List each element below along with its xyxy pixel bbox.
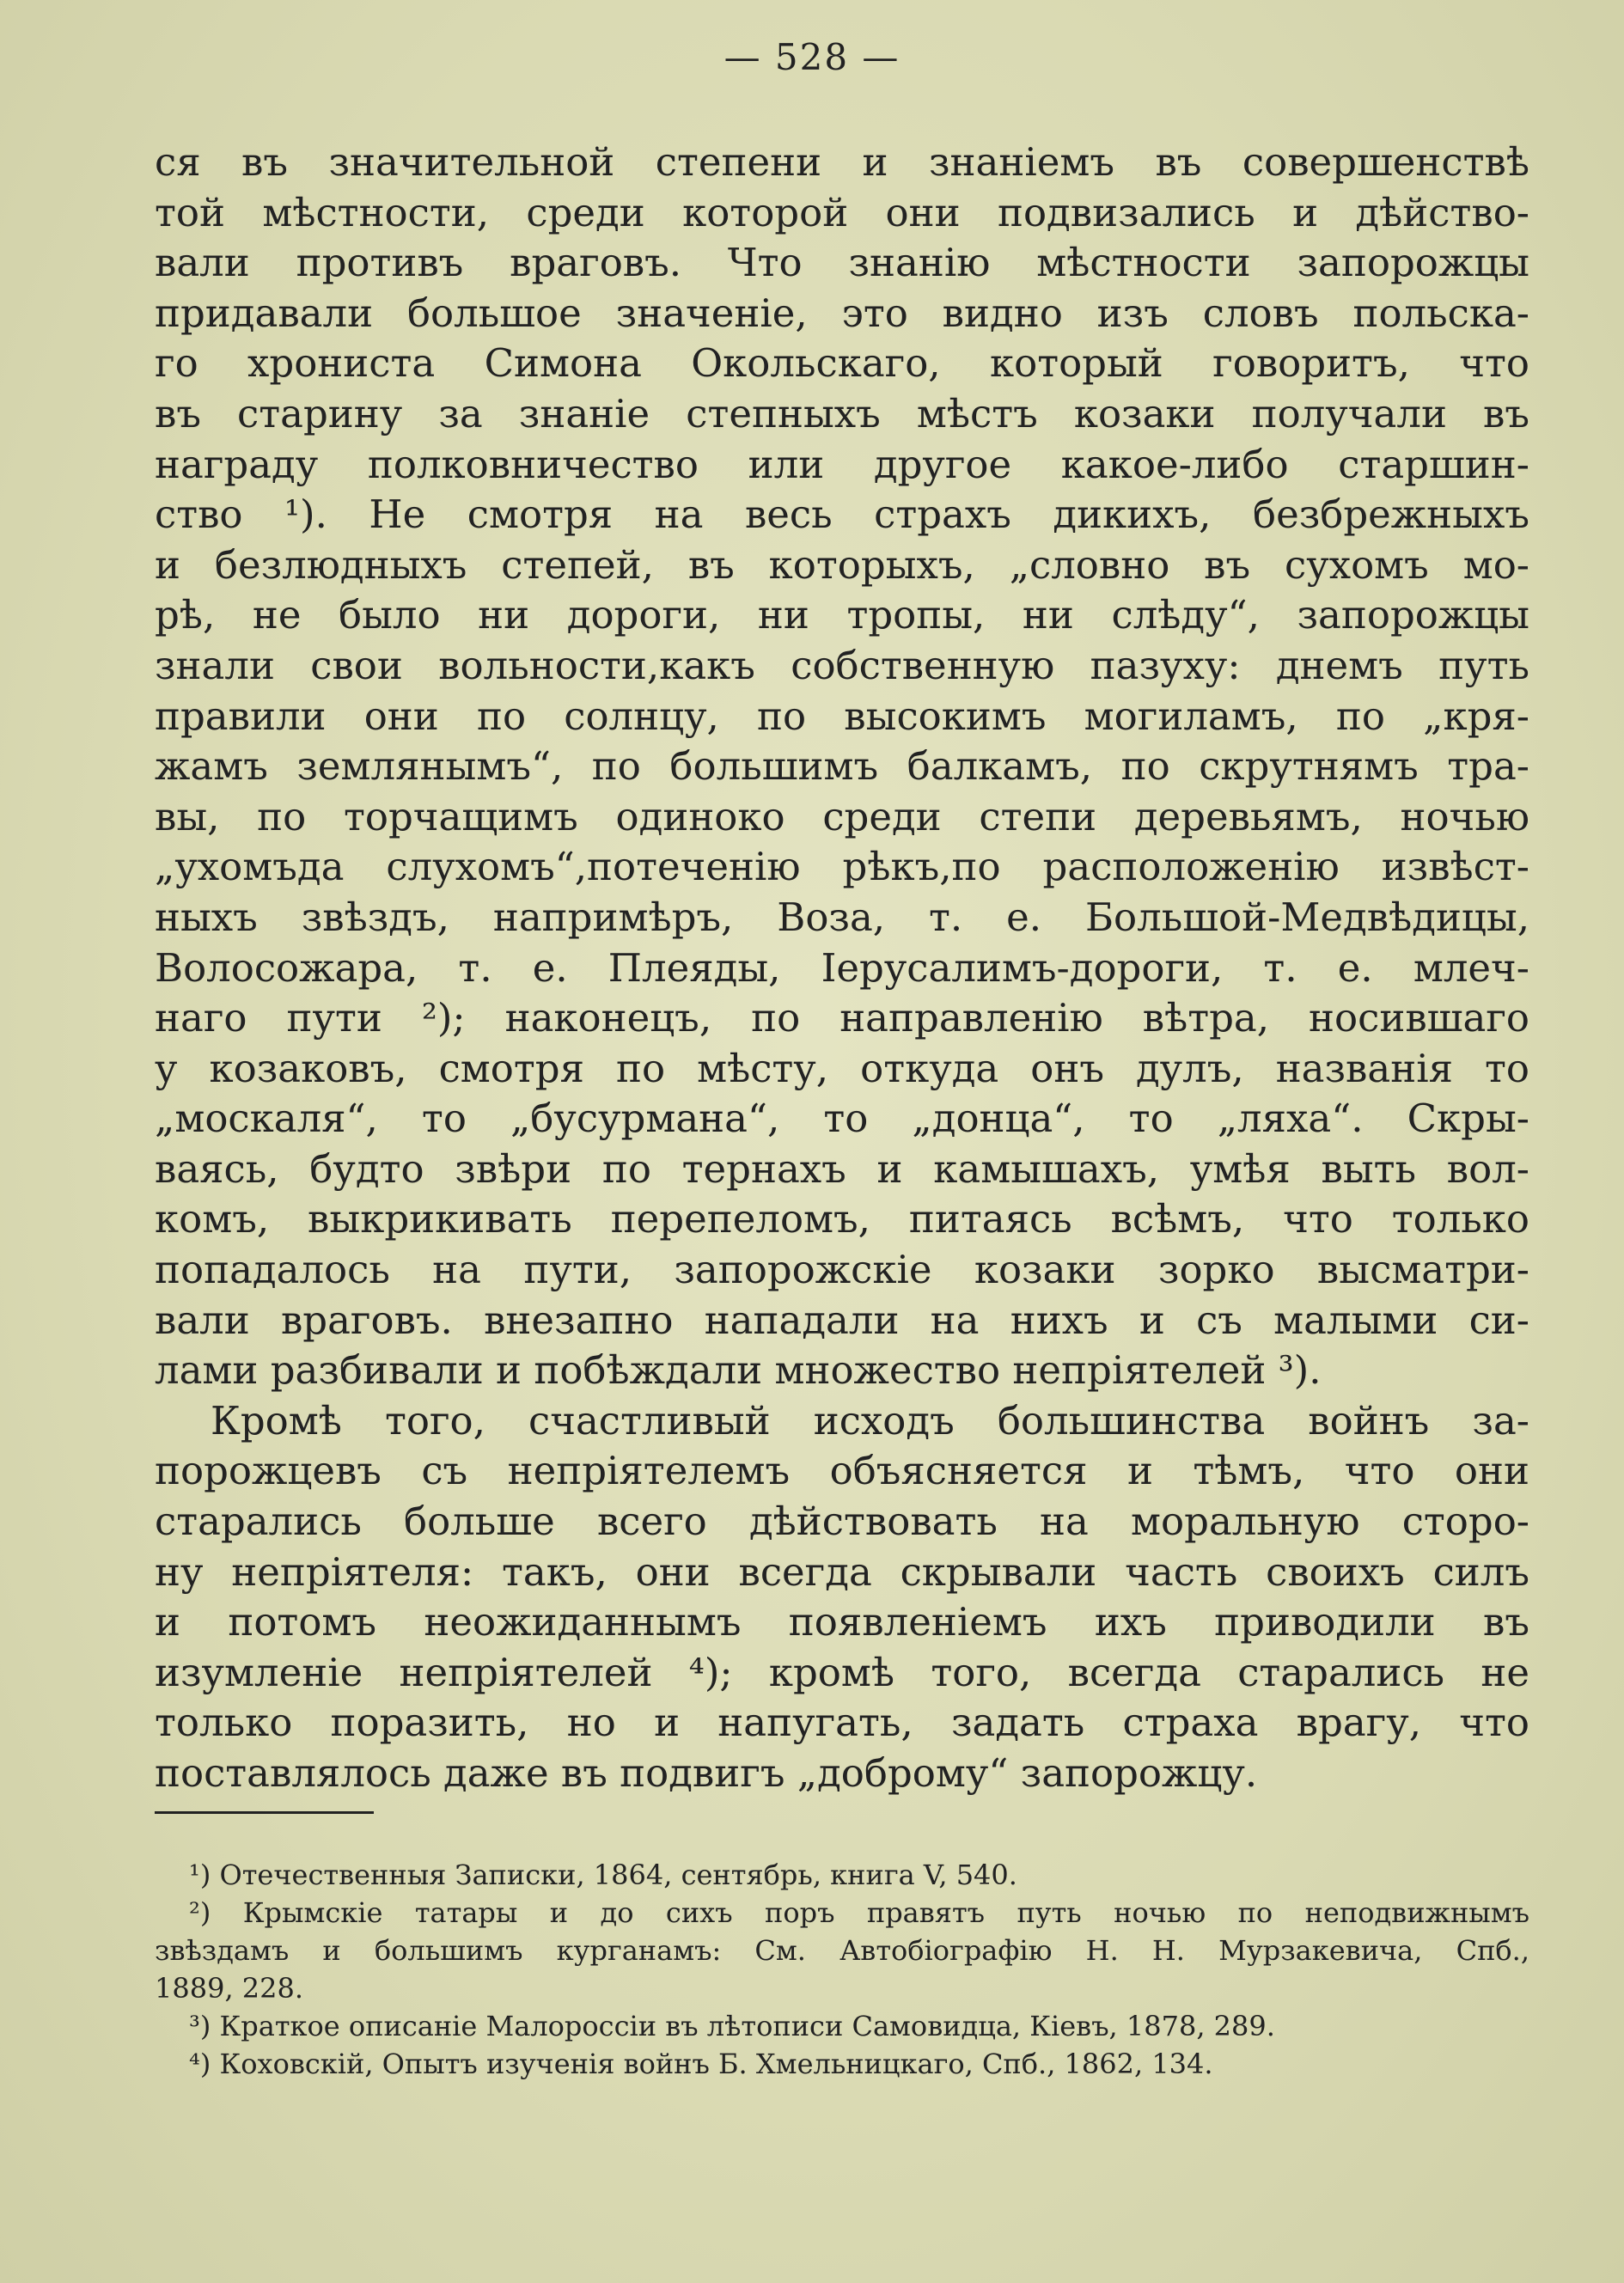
footnote-2-continued: 1889, 228. [155,1972,304,2005]
text-line: вали противъ враговъ. Что знанію мѣстности запорожцы [155,240,1529,286]
body-text [155,137,1529,1799]
text-line: придавали большое значеніе, это видно изъ словъ польска- [155,290,1529,336]
text-line: изумленіе непріятелей ⁴); кромѣ того, всегда старались не [155,1649,1529,1695]
text-line: ну непріятеля: такъ, они всегда скрывали часть своихъ силъ [155,1548,1529,1595]
footnote-2-continued: звѣздамъ и большимъ курганамъ: См. Автобіографію Н. Н. Мурзакевича, Спб., [155,1934,1529,1967]
footnote-3: ³) Краткое описаніе Малороссіи въ лѣтописи Самовидца, Кіевъ, 1878, 289. [189,2010,1275,2042]
text-line: ство ¹). Не смотря на весь страхъ дикихъ, безбрежныхъ [155,491,1529,538]
text-line: той мѣстности, среди которой они подвизались и дѣйство- [155,189,1529,235]
footnotes [155,1856,1529,2083]
text-line: порожцевъ съ непріятелемъ объясняется и тѣмъ, что они [155,1448,1529,1494]
text-line: „ухомъда слухомъ“,потеченію рѣкъ,по расположенію извѣст- [155,844,1529,890]
text-line: жамъ землянымъ“, по большимъ балкамъ, по скрутнямъ тра- [155,743,1529,790]
text-line: рѣ, не было ни дороги, ни тропы, ни слѣду“, запорожцы [155,592,1529,638]
text-line: вы, по торчащимъ одиноко среди степи деревьямъ, ночью [155,793,1529,839]
text-line: ваясь, будто звѣри по тернахъ и камышахъ, умѣя выть вол- [155,1145,1529,1192]
text-line: го хрониста Симона Окольскаго, который говоритъ, что [155,340,1529,387]
footnote-4: ⁴) Коховскій, Опытъ изученія войнъ Б. Хмельницкаго, Спб., 1862, 134. [189,2048,1213,2080]
page-number: — 528 — [723,36,901,78]
text-line: комъ, выкрикивать перепеломъ, питаясь всѣмъ, что только [155,1196,1529,1242]
text-line: у козаковъ, смотря по мѣсту, откуда онъ дулъ, названія то [155,1045,1529,1091]
text-line: Волосожара, т. е. Плеяды, Іерусалимъ-дороги, т. е. млеч- [155,944,1529,991]
footnote-1: ¹) Отечественныя Записки, 1864, сентябрь, книга V, 540. [189,1859,1017,1891]
footnote-2: ²) Крымскіе татары и до сихъ поръ правятъ путь ночью по неподвижнымъ [189,1896,1529,1929]
text-line: лами разбивали и побѣждали множество непріятелей ³). [155,1347,1322,1394]
paragraph-first-line: Кромѣ того, счастливый исходъ большинства войнъ за- [211,1397,1529,1444]
text-line: наго пути ²); наконецъ, по направленію вѣтра, носившаго [155,995,1529,1041]
text-line: знали свои вольности,какъ собственную пазуху: днемъ путь [155,642,1529,688]
text-line: поставлялось даже въ подвигъ „доброму“ запорожцу. [155,1750,1258,1796]
text-line: награду полковничество или другое какое-либо старшин- [155,441,1529,487]
text-line: ныхъ звѣздъ, напримѣръ, Воза, т. е. Большой-Медвѣдицы, [155,894,1529,940]
text-line: попадалось на пути, запорожскіе козаки зорко высматри- [155,1247,1529,1293]
text-line: старались больше всего дѣйствовать на моральную сторо- [155,1499,1529,1545]
text-line: ся въ значительной степени и знаніемъ въ совершенствѣ [155,139,1529,185]
text-line: „москаля“, то „бусурмана“, то „донца“, то „ляха“. Скры- [155,1096,1529,1142]
text-line: и безлюдныхъ степей, въ которыхъ, „словно въ сухомъ мо- [155,541,1529,588]
text-line: правили они по солнцу, по высокимъ могиламъ, по „кря- [155,693,1529,739]
text-line: въ старину за знаніе степныхъ мѣстъ козаки получали въ [155,390,1529,436]
text-line: только поразить, но и напугать, задать страха врагу, что [155,1700,1529,1746]
text-line: вали враговъ. внезапно нападали на нихъ и съ малыми си- [155,1297,1529,1343]
text-line: и потомъ неожиданнымъ появленіемъ ихъ приводили въ [155,1599,1529,1645]
footnote-separator [155,1811,374,1814]
